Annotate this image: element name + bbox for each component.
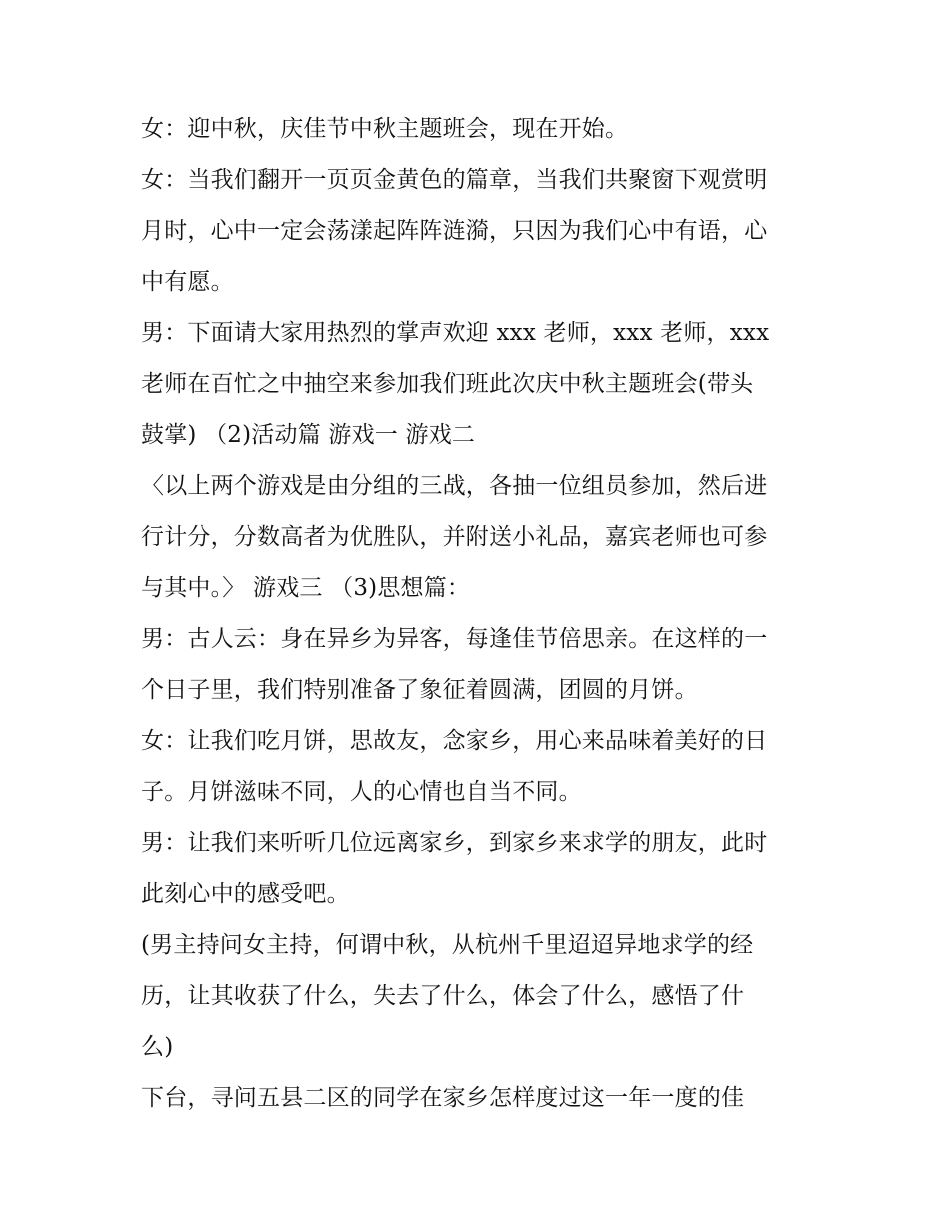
text-line: 女：迎中秋，庆佳节中秋主题班会，现在开始。 [141, 116, 629, 142]
document-body [141, 104, 821, 1124]
text-line: 个日子里，我们特别准备了象征着圆满，团圆的月饼。 [141, 677, 698, 703]
text-line: 女：让我们吃月饼，思故友，念家乡，用心来品味着美好的日 [141, 728, 768, 754]
text-line: 老师在百忙之中抽空来参加我们班此次庆中秋主题班会(带头 [141, 371, 754, 397]
text-line: 行计分，分数高者为优胜队，并附送小礼品，嘉宾老师也可参 [141, 524, 768, 550]
text-line: 下台，寻问五县二区的同学在家乡怎样度过这一年一度的佳 [141, 1085, 745, 1111]
text-line: 中有愿。 [141, 269, 234, 295]
text-line: 历，让其收获了什么，失去了什么，体会了什么，感悟了什 [141, 983, 745, 1009]
text-line: 子。月饼滋味不同，人的心情也自当不同。 [141, 779, 582, 805]
text-line: 月时，心中一定会荡漾起阵阵涟漪，只因为我们心中有语，心 [141, 218, 768, 244]
text-line: 男：让我们来听听几位远离家乡，到家乡来求学的朋友，此时 [141, 830, 768, 856]
text-line: 此刻心中的感受吧。 [141, 881, 350, 907]
text-line: 男：古人云：身在异乡为异客，每逢佳节倍思亲。在这样的一 [141, 626, 768, 652]
text-line: 鼓掌) （2)活动篇 游戏一 游戏二 [141, 422, 476, 448]
text-line: 与其中。〉 游戏三 （3)思想篇： [141, 575, 471, 601]
text-line: 〈以上两个游戏是由分组的三战，各抽一位组员参加，然后进 [141, 473, 768, 499]
text-line: 女：当我们翻开一页页金黄色的篇章，当我们共聚窗下观赏明 [141, 167, 768, 193]
text-line: 么) [141, 1034, 174, 1060]
text-line: 男：下面请大家用热烈的掌声欢迎 xxx 老师，xxx 老师，xxx [141, 320, 770, 346]
text-line: (男主持问女主持，何谓中秋，从杭州千里迢迢异地求学的经 [141, 932, 754, 958]
